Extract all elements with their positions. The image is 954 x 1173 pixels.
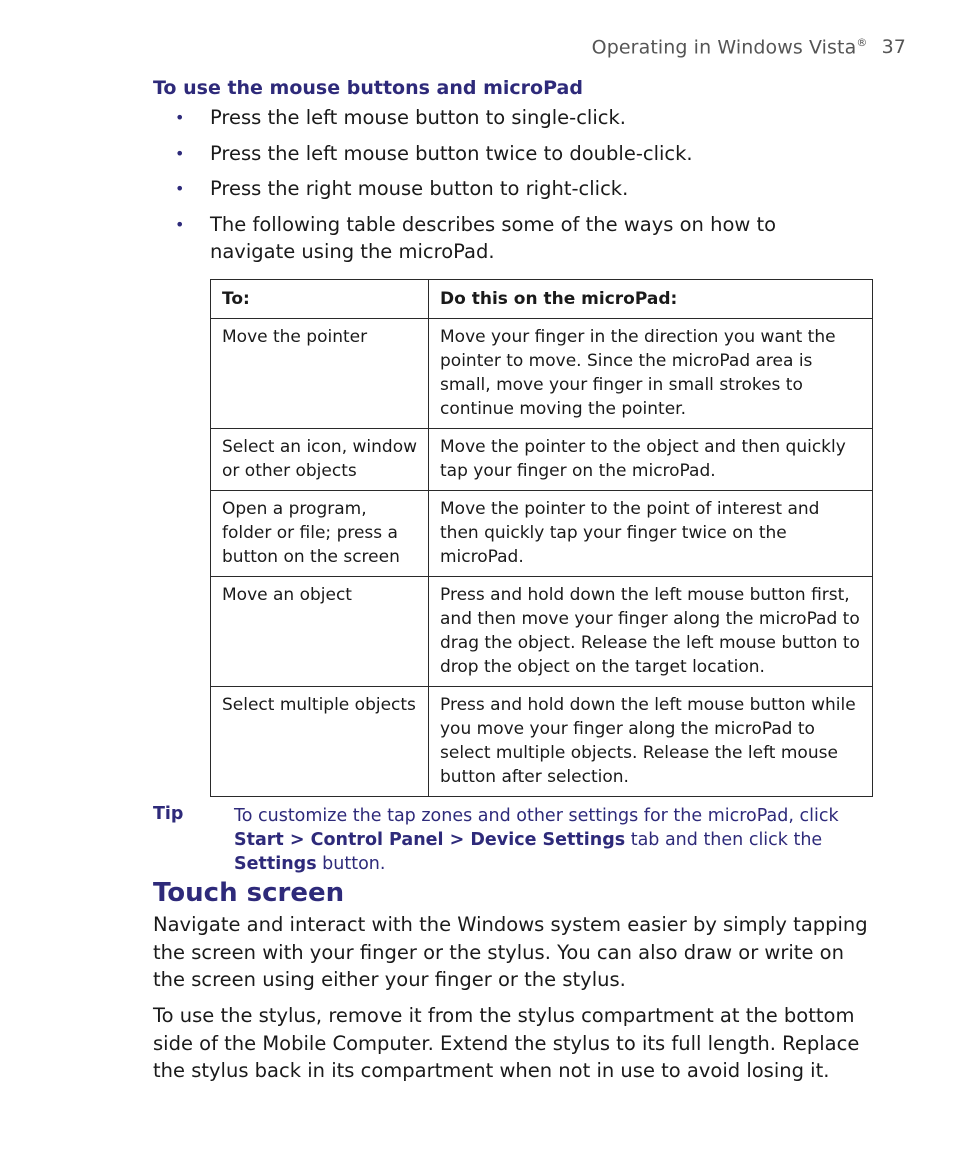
tip-settings-button-name: Settings <box>234 854 317 874</box>
bullet-dot-icon: • <box>175 108 185 127</box>
section-title: Touch screen <box>153 878 345 908</box>
bullet-item <box>175 175 865 203</box>
table-cell-action: Select multiple objects <box>211 687 429 797</box>
header-title: Operating in Windows Vista <box>591 36 857 59</box>
table-cell-action: Move the pointer <box>211 319 429 429</box>
column-header-action: To: <box>211 280 429 319</box>
bullet-item <box>175 140 865 168</box>
table-row <box>211 319 873 429</box>
tip-text-part: tab and then click the <box>625 830 823 850</box>
table-row <box>211 429 873 491</box>
bullet-text: Press the left mouse button to single-click. <box>210 106 626 129</box>
micropad-navigation-table <box>210 279 873 797</box>
registered-mark: ® <box>856 36 868 49</box>
tip-text-part: To customize the tap zones and other settings for the microPad, click <box>234 806 839 826</box>
tip-text-part: button. <box>316 854 386 874</box>
page-number: 37 <box>881 36 906 59</box>
table-cell-method: Move your finger in the direction you want the pointer to move. Since the microPad area is small, move your finger in small strokes to continue moving the pointer. <box>429 319 873 429</box>
bullet-item <box>175 211 865 266</box>
table-row <box>211 577 873 687</box>
table-cell-action: Open a program, folder or file; press a button on the screen <box>211 491 429 577</box>
table-row <box>211 491 873 577</box>
procedure-title: To use the mouse buttons and microPad <box>153 77 583 99</box>
running-header <box>592 36 906 58</box>
body-paragraph: Navigate and interact with the Windows system easier by simply tapping the screen with your finger or the stylus. You can also draw or write on the screen using either your finger or the stylus. <box>153 913 868 991</box>
table-header-row <box>211 280 873 319</box>
bullet-dot-icon: • <box>175 214 185 234</box>
table-cell-action: Move an object <box>211 577 429 687</box>
table-cell-method: Press and hold down the left mouse button first, and then move your finger along the microPad to drag the object. Release the left mouse button to drop the object on the target location. <box>429 577 873 687</box>
table-cell-method: Press and hold down the left mouse button while you move your finger along the microPad to select multiple objects. Release the left mouse button after selection. <box>429 687 873 797</box>
bullet-text: Press the left mouse button twice to double-click. <box>210 141 693 165</box>
tip-label: Tip <box>153 804 184 824</box>
bullet-text: The following table describes some of the ways on how to navigate using the microPad. <box>210 212 777 263</box>
table-cell-method: Move the pointer to the object and then quickly tap your finger on the microPad. <box>429 429 873 491</box>
bullet-dot-icon: • <box>175 179 185 198</box>
bullet-item <box>175 104 865 132</box>
table-cell-method: Move the pointer to the point of interest and then quickly tap your finger twice on the microPad. <box>429 491 873 577</box>
bullet-dot-icon: • <box>175 143 185 163</box>
tip-text <box>234 804 874 876</box>
table-row <box>211 687 873 797</box>
bullet-text: Press the right mouse button to right-click. <box>210 177 629 200</box>
tip-menu-path: Start > Control Panel > Device Settings <box>234 830 626 850</box>
table-cell-action: Select an icon, window or other objects <box>211 429 429 491</box>
body-paragraph: To use the stylus, remove it from the stylus compartment at the bottom side of the Mobile Computer. Extend the stylus to its full length. Replace the stylus back in its compartment when not in use to avoid losing it. <box>153 1004 860 1082</box>
bullet-list <box>175 104 865 274</box>
column-header-method: Do this on the microPad: <box>429 280 873 319</box>
